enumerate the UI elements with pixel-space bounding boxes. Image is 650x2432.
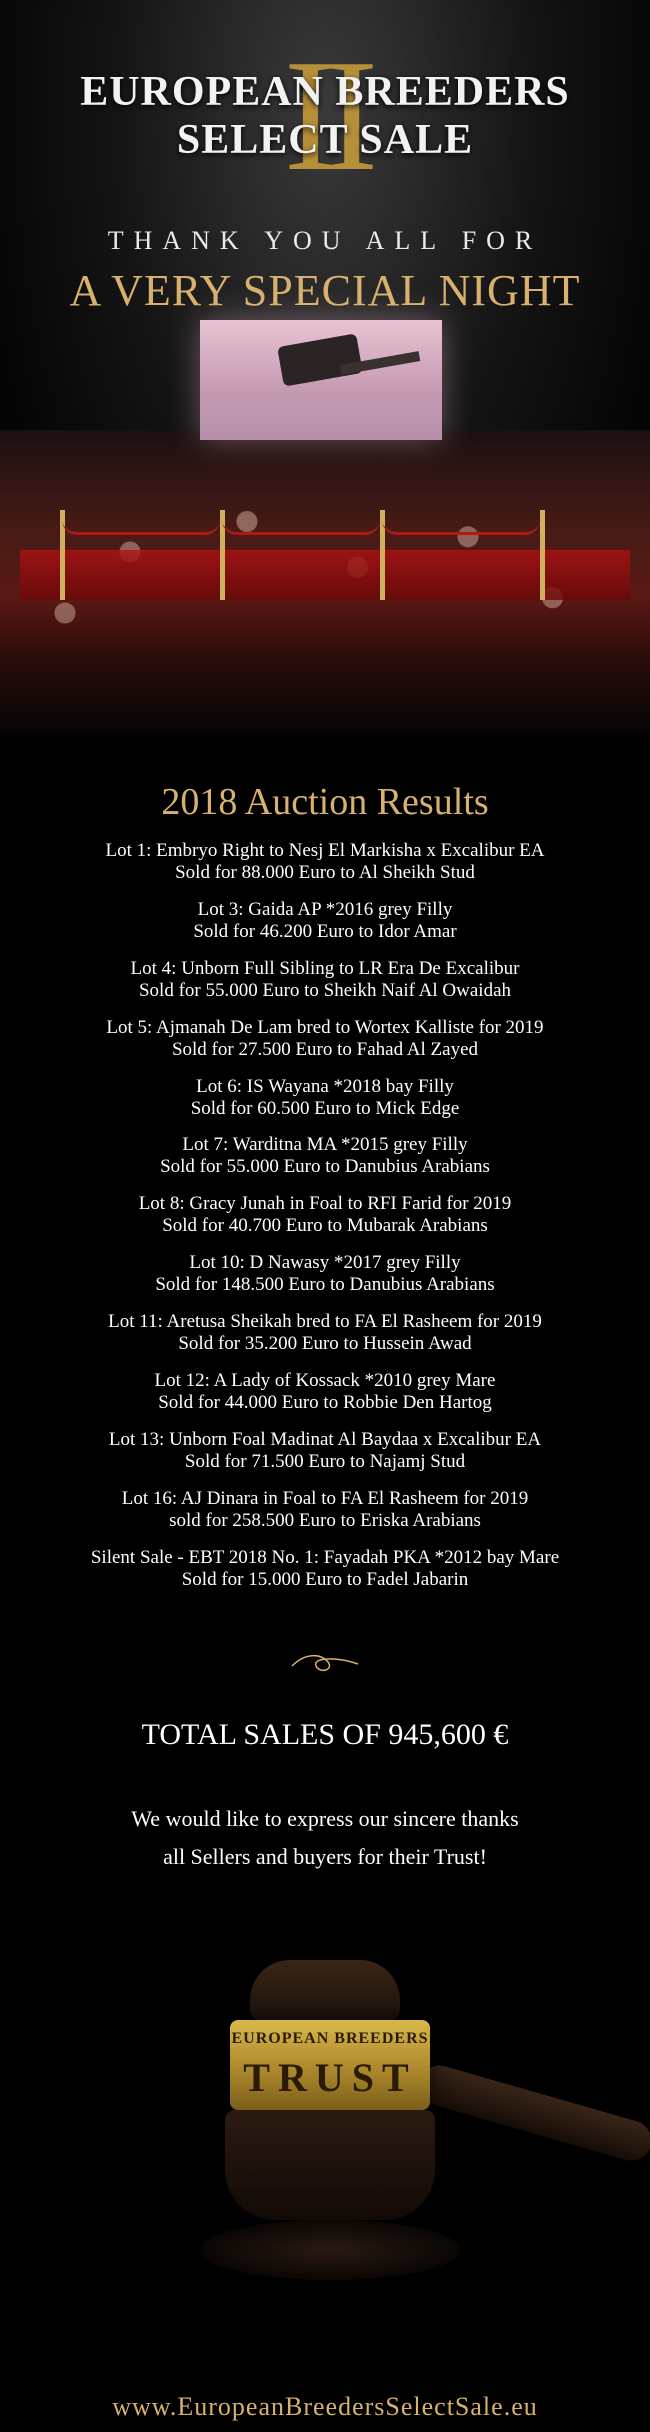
flourish-divider-icon — [290, 1648, 360, 1678]
gavel-handle — [414, 2061, 650, 2166]
lot-description: Lot 5: Ajmanah De Lam bred to Wortex Kalliste for 2019 — [106, 1016, 544, 1038]
lot-item — [0, 1134, 650, 1193]
lot-description: Lot 11: Aretusa Sheikah bred to FA El Rasheem for 2019 — [108, 1311, 542, 1333]
gavel-band-brand: EUROPEAN BREEDERS — [231, 2030, 429, 2047]
lot-item — [0, 1370, 650, 1429]
lot-item — [0, 1193, 650, 1252]
barrier-rope — [62, 520, 220, 535]
lot-item — [0, 1017, 650, 1076]
barrier-rope — [382, 520, 540, 535]
lot-sale: Sold for 46.200 Euro to Idor Amar — [193, 920, 457, 942]
logo-line-2: SELECT SALE — [176, 117, 474, 163]
lot-sale: Sold for 88.000 Euro to Al Sheikh Stud — [175, 862, 475, 883]
lot-item — [0, 958, 650, 1017]
lot-sale: Sold for 148.500 Euro to Danubius Arabians — [155, 1274, 495, 1296]
gavel-sound-block — [200, 2220, 460, 2280]
lot-item — [0, 1547, 650, 1606]
lot-sale: Sold for 55.000 Euro to Danubius Arabians — [160, 1156, 490, 1178]
lot-description: Lot 8: Gracy Junah in Foal to RFI Farid for 2019 — [138, 1193, 512, 1215]
gavel-band-trust: TRUST — [243, 2055, 417, 2100]
lot-description: Lot 6: IS Wayana *2018 bay Filly — [196, 1075, 454, 1097]
lot-description: Lot 3: Gaida AP *2016 grey Filly — [197, 898, 453, 920]
lot-description: Lot 1: Embryo Right to Nesj El Markisha x Excalibur EA — [105, 840, 545, 861]
lot-sale: Sold for 60.500 Euro to Mick Edge — [190, 1097, 460, 1119]
lot-item — [0, 1076, 650, 1135]
lot-description: Lot 16: AJ Dinara in Foal to FA El Rasheem for 2019 — [121, 1487, 529, 1509]
gavel-head-bottom — [225, 2110, 435, 2220]
logo-roman-numeral: II — [283, 26, 367, 204]
gavel-head-top — [250, 1960, 400, 2020]
lot-item — [0, 899, 650, 958]
lot-description: Lot 7: Warditna MA *2015 grey Filly — [182, 1134, 468, 1156]
logo — [0, 26, 650, 204]
logo-line-1: EUROPEAN BREEDERS — [80, 69, 570, 115]
barrier-rope — [222, 520, 380, 535]
lot-sale: Sold for 35.200 Euro to Hussein Awad — [178, 1333, 472, 1355]
thanks-line-2: all Sellers and buyers for their Trust! — [163, 1844, 487, 1869]
auction-event-photo — [0, 320, 650, 735]
website-link[interactable]: www.EuropeanBreedersSelectSale.eu — [112, 2392, 538, 2421]
gavel-on-screen-icon — [277, 333, 363, 386]
lot-description: Lot 10: D Nawasy *2017 grey Filly — [189, 1252, 461, 1274]
lot-item — [0, 1429, 650, 1488]
lot-description: Lot 12: A Lady of Kossack *2010 grey Mare — [154, 1370, 496, 1392]
lot-sale: sold for 258.500 Euro to Eriska Arabians — [169, 1509, 481, 1531]
special-night-heading: A VERY SPECIAL NIGHT — [69, 266, 581, 315]
projection-screen — [200, 320, 442, 440]
thanks-message — [0, 1800, 650, 1876]
lot-item — [0, 840, 650, 899]
lot-list — [0, 840, 650, 1606]
lot-sale: Sold for 55.000 Euro to Sheikh Naif Al Owaidah — [138, 979, 512, 1001]
total-sales: TOTAL SALES OF 945,600 € — [141, 1718, 509, 1751]
stage-carpet — [20, 550, 630, 600]
lot-item — [0, 1311, 650, 1370]
lot-item — [0, 1488, 650, 1547]
lot-description: Silent Sale - EBT 2018 No. 1: Fayadah PKA *2012 bay Mare — [90, 1546, 560, 1568]
hero-banner — [0, 0, 650, 735]
lot-description: Lot 4: Unborn Full Sibling to LR Era De Excalibur — [130, 957, 520, 979]
lot-sale: Sold for 27.500 Euro to Fahad Al Zayed — [171, 1038, 479, 1060]
lot-description: Lot 13: Unborn Foal Madinat Al Baydaa x Excalibur EA — [108, 1428, 542, 1450]
gavel-image — [0, 1890, 650, 2360]
results-heading: 2018 Auction Results — [161, 781, 489, 823]
rope-post — [540, 510, 545, 600]
lot-sale: Sold for 15.000 Euro to Fadel Jabarin — [181, 1568, 469, 1590]
thank-you-heading: THANK YOU ALL FOR — [107, 226, 543, 255]
gavel-gold-band — [230, 2020, 430, 2110]
lot-sale: Sold for 44.000 Euro to Robbie Den Hartog — [158, 1392, 492, 1414]
thanks-line-1: We would like to express our sincere thanks — [131, 1806, 519, 1831]
lot-sale: Sold for 71.500 Euro to Najamj Stud — [184, 1450, 466, 1472]
lot-item — [0, 1252, 650, 1311]
lot-sale: Sold for 40.700 Euro to Mubarak Arabians — [162, 1215, 488, 1237]
